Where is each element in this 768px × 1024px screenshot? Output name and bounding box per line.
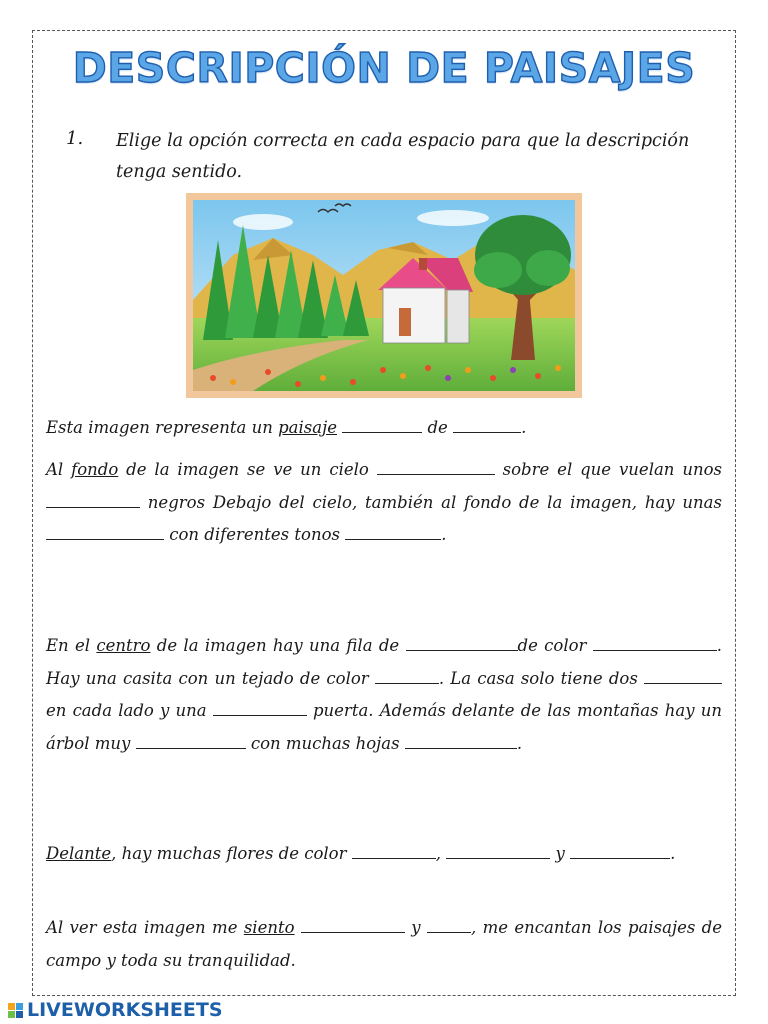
blank-2[interactable] <box>453 418 521 433</box>
p1-underlined-word: paisaje <box>278 418 337 437</box>
liveworksheets-logo-icon <box>8 1003 23 1018</box>
blank-3[interactable] <box>377 460 495 475</box>
p1-text-c: . <box>521 418 527 437</box>
blank-14[interactable] <box>352 844 436 859</box>
p3-text-c: de color <box>517 636 593 655</box>
p3-text-d: . Hay una casita con un tejado de color <box>46 636 723 688</box>
blank-15[interactable] <box>446 844 550 859</box>
p5-text-a: Al ver esta imagen me <box>46 918 244 937</box>
p2-text-e: con diferentes tonos <box>164 525 346 544</box>
blank-17[interactable] <box>301 918 405 933</box>
blank-6[interactable] <box>345 525 441 540</box>
p2-text-f: . <box>441 525 447 544</box>
paragraph-4 <box>46 838 722 871</box>
p5-text-d: , me encantan los paisajes de campo y toda su tranquilidad. <box>46 918 723 970</box>
blank-4[interactable] <box>46 493 140 508</box>
landscape-image <box>186 193 582 398</box>
paragraph-5 <box>46 912 722 977</box>
landscape-illustration-icon <box>193 200 575 391</box>
blank-5[interactable] <box>46 525 164 540</box>
p1-text-a: Esta imagen representa un <box>46 418 279 437</box>
blank-11[interactable] <box>213 701 307 716</box>
p2-underlined-word: fondo <box>71 460 119 479</box>
blank-16[interactable] <box>570 844 670 859</box>
p1-text-b: de <box>422 418 454 437</box>
p3-text-g: puerta. Además delante de las montañas hay un árbol muy <box>46 701 722 753</box>
p3-text-i: . <box>516 733 523 753</box>
p3-underlined-word: centro <box>96 636 151 655</box>
p4-text-a: , hay muchas flores de color <box>111 844 352 863</box>
p3-text-e: . La casa solo tiene dos <box>438 668 645 688</box>
liveworksheets-brand-text: LIVEWORKSHEETS <box>27 999 223 1021</box>
instruction-number: 1. <box>66 128 84 149</box>
p4-text-c: y <box>550 844 571 863</box>
paragraph-2 <box>46 454 722 552</box>
paragraph-1 <box>46 412 722 445</box>
blank-8[interactable] <box>593 636 717 651</box>
instruction-text: Elige la opción correcta en cada espacio para que la descripción tenga sentido. <box>116 131 690 182</box>
p3-text-b: de la imagen hay una fila de <box>150 636 406 655</box>
p2-text-b: de la imagen se ve un cielo <box>118 460 377 479</box>
p3-text-h: con muchas hojas <box>245 733 405 753</box>
p5-underlined-word: siento <box>243 918 295 937</box>
blank-13[interactable] <box>405 734 517 749</box>
blank-12[interactable] <box>136 734 246 749</box>
footer-brand[interactable] <box>8 998 223 1022</box>
blank-18[interactable] <box>427 918 471 933</box>
blank-10[interactable] <box>644 669 722 684</box>
p4-underlined-word: Delante <box>46 844 112 863</box>
p2-text-d: negros Debajo del cielo, también al fondo de la imagen, hay unas <box>140 492 722 512</box>
p4-text-d: . <box>670 844 676 863</box>
blank-9[interactable] <box>375 669 439 684</box>
page-title: DESCRIPCIÓN DE PAISAJES <box>72 44 696 92</box>
p3-text-a: En el <box>46 636 97 655</box>
p3-text-f: en cada lado y una <box>46 701 213 720</box>
paragraph-3 <box>46 630 722 760</box>
p2-text-c: sobre el que vuelan unos <box>494 460 722 479</box>
p5-text-c: y <box>404 918 427 937</box>
p4-text-b: , <box>435 844 447 863</box>
blank-7[interactable] <box>406 636 518 651</box>
p2-text-a: Al <box>46 460 72 479</box>
blank-1[interactable] <box>342 418 422 433</box>
